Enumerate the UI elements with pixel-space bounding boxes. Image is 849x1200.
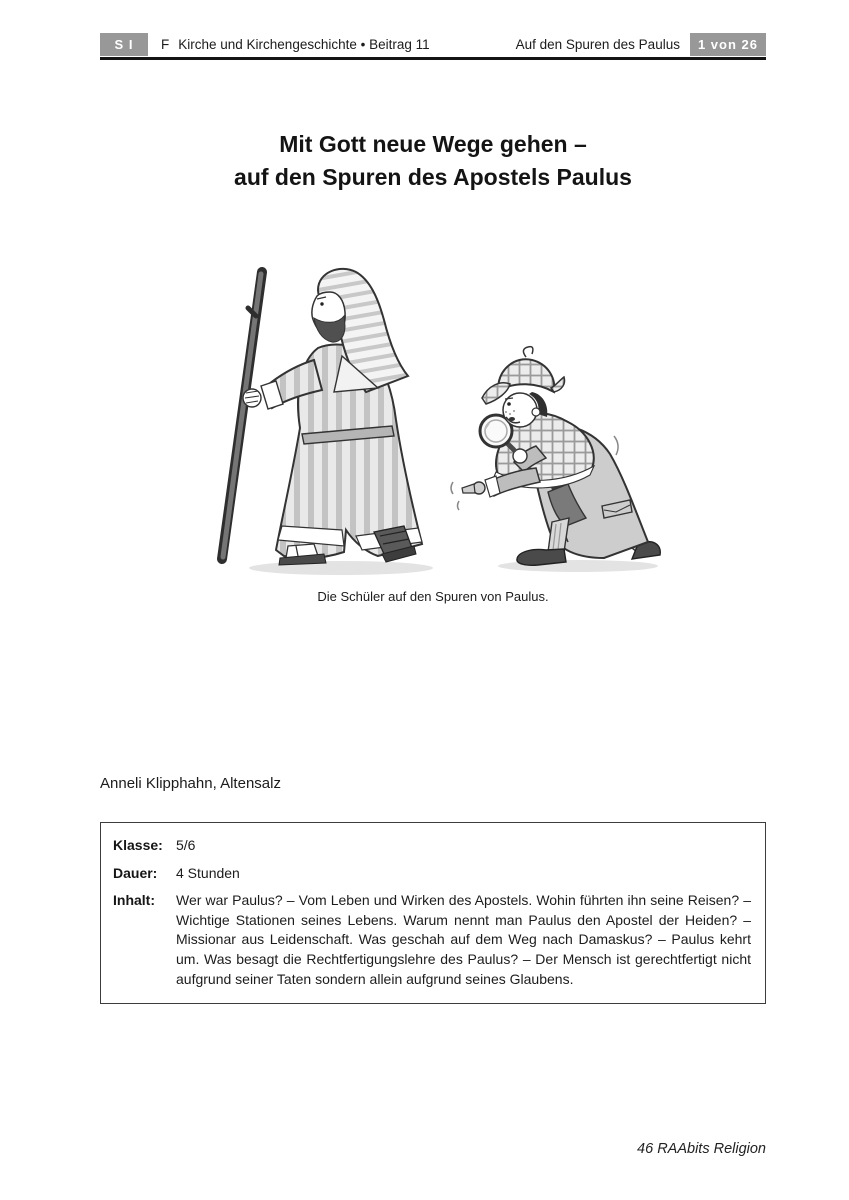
header-topic: Auf den Spuren des Paulus [515,37,680,52]
header-spacer [430,33,516,56]
title-line2: auf den Spuren des Apostels Paulus [234,164,632,191]
header-divider [100,57,766,60]
title-line1: Mit Gott neue Wege gehen – [279,131,587,157]
illustration-caption: Die Schüler auf den Spuren von Paulus. [317,589,549,604]
info-box [100,822,766,1004]
illustration-figure [100,260,766,604]
detective-boy-figure [451,347,660,566]
page-title [100,128,766,194]
page-number-badge: 1 von 26 [690,33,766,56]
info-row-dauer [113,864,751,884]
info-value-klasse: 5/6 [176,837,196,853]
info-value-inhalt: Wer war Paulus? – Vom Leben und Wirken des Apostels. Wohin führten ihn seine Reisen? – Wichtige Stationen seines Lebens. Warum nennt man Paulus den Apostel der Heiden? – Missionar aus Leidenschaft. Was geschah auf dem Weg nach Damaskus? – Paulus kehrt um. Was besagt die Rechtfertigungslehre des Paulus? – Der Mensch ist gerechtfertigt nicht aufgrund seiner Taten sondern allein aufgrund seines Glaubens. [176,892,751,987]
paulus-shadow [249,561,433,575]
paulus-and-detective-illustration [206,260,661,578]
page-footer: 46 RAAbits Religion [637,1141,766,1157]
pointing-finger [462,484,475,493]
header-section-letter: F [161,37,170,52]
info-row-inhalt [113,891,751,989]
level-badge: S I [100,33,148,56]
paulus-figure [222,269,422,565]
info-label-inhalt: Inhalt: [113,892,155,909]
header-category: Kirche und Kirchengeschichte • Beitrag 11 [178,37,430,52]
info-label-klasse: Klasse: [113,837,163,853]
page-header [100,33,766,56]
author-line: Anneli Klipphahn, Altensalz [100,775,281,792]
info-label-dauer: Dauer: [113,864,158,881]
info-row-klasse [113,836,751,856]
info-value-dauer: 4 Stunden [176,864,240,881]
